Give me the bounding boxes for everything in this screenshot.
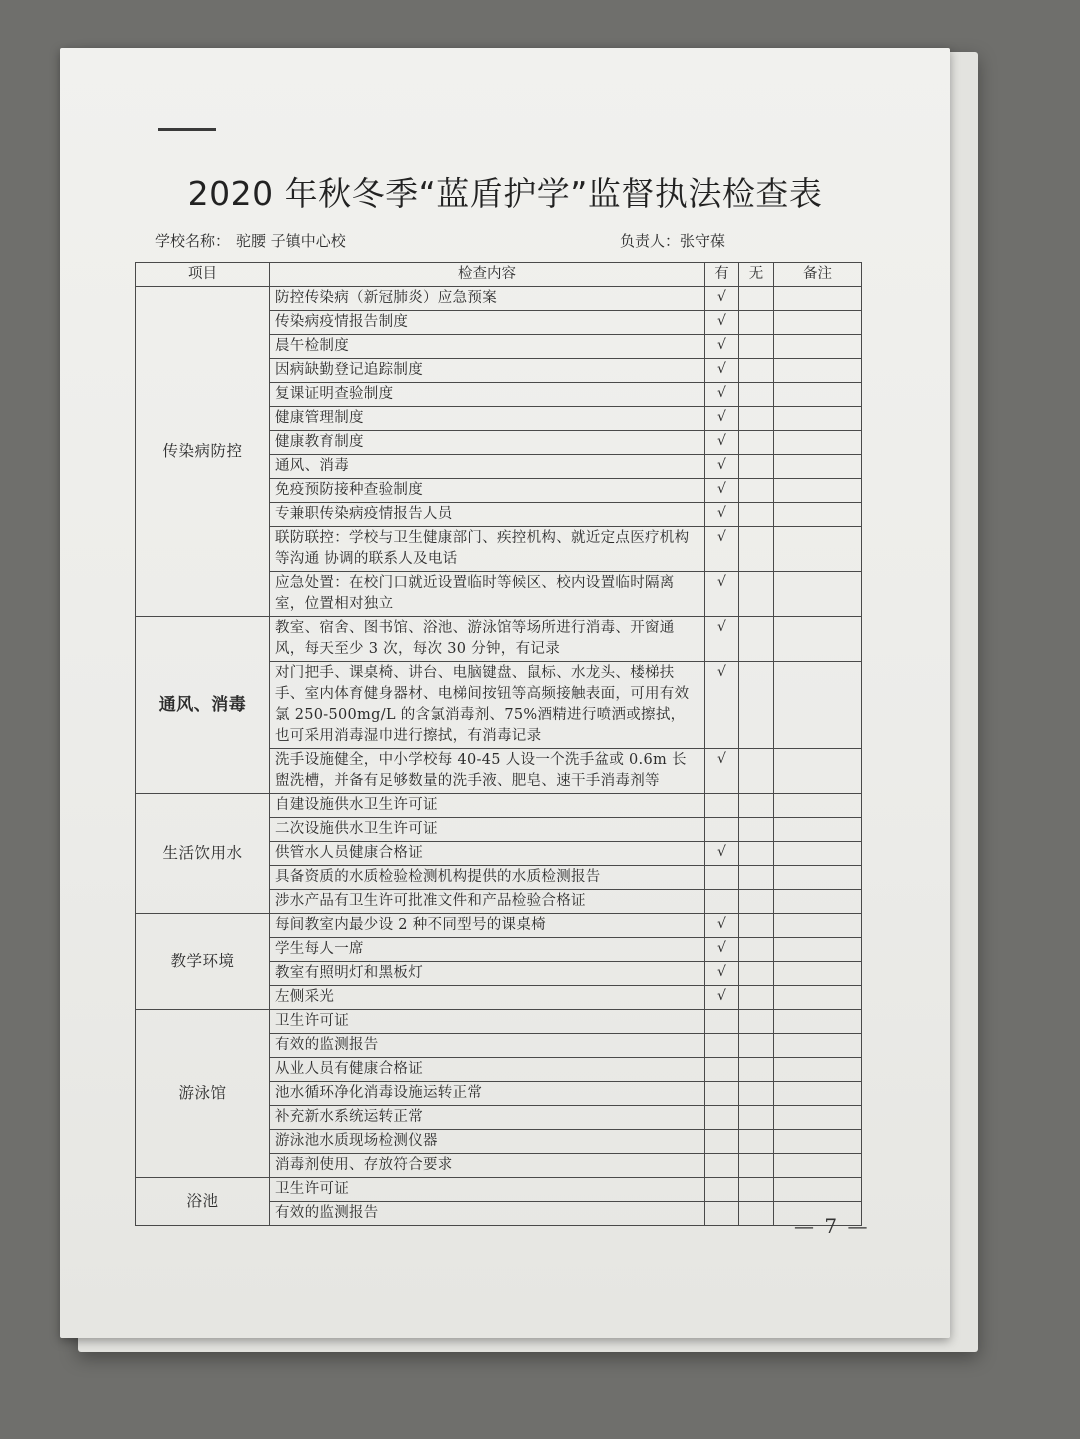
check-content-cell: 自建设施供水卫生许可证 <box>270 794 705 818</box>
header-content: 检查内容 <box>270 263 705 287</box>
note-cell <box>774 335 862 359</box>
check-content-cell: 卫生许可证 <box>270 1010 705 1034</box>
note-cell <box>774 1082 862 1106</box>
no-cell <box>739 407 774 431</box>
table-row <box>136 617 862 662</box>
no-cell <box>739 1010 774 1034</box>
no-cell <box>739 359 774 383</box>
yes-cell <box>705 890 739 914</box>
yes-cell: √ <box>705 662 739 749</box>
no-cell <box>739 1034 774 1058</box>
note-cell <box>774 818 862 842</box>
school-info <box>155 230 346 251</box>
check-content-cell: 健康教育制度 <box>270 431 705 455</box>
yes-cell: √ <box>705 749 739 794</box>
inspection-table <box>135 262 862 1226</box>
yes-cell: √ <box>705 527 739 572</box>
person-label: 负责人： <box>620 232 681 250</box>
check-content-cell: 有效的监测报告 <box>270 1202 705 1226</box>
note-cell <box>774 1178 862 1202</box>
yes-cell: √ <box>705 383 739 407</box>
note-cell <box>774 383 862 407</box>
no-cell <box>739 1130 774 1154</box>
no-cell <box>739 866 774 890</box>
no-cell <box>739 662 774 749</box>
note-cell <box>774 359 862 383</box>
check-content-cell: 消毒剂使用、存放符合要求 <box>270 1154 705 1178</box>
note-cell <box>774 914 862 938</box>
no-cell <box>739 335 774 359</box>
no-cell <box>739 503 774 527</box>
no-cell <box>739 938 774 962</box>
check-content-cell: 应急处置：在校门口就近设置临时等候区、校内设置临时隔离室，位置相对独立 <box>270 572 705 617</box>
person-info <box>620 230 725 251</box>
note-cell <box>774 1130 862 1154</box>
check-content-cell: 每间教室内最少设 2 种不同型号的课桌椅 <box>270 914 705 938</box>
yes-cell <box>705 1010 739 1034</box>
check-content-cell: 复课证明查验制度 <box>270 383 705 407</box>
check-content-cell: 健康管理制度 <box>270 407 705 431</box>
no-cell <box>739 455 774 479</box>
paper-sheet <box>60 48 950 1338</box>
note-cell <box>774 1106 862 1130</box>
yes-cell: √ <box>705 986 739 1010</box>
no-cell <box>739 914 774 938</box>
yes-cell <box>705 1034 739 1058</box>
yes-cell: √ <box>705 503 739 527</box>
check-content-cell: 左侧采光 <box>270 986 705 1010</box>
yes-cell: √ <box>705 914 739 938</box>
table-row <box>136 287 862 311</box>
check-content-cell: 有效的监测报告 <box>270 1034 705 1058</box>
check-content-cell: 池水循环净化消毒设施运转正常 <box>270 1082 705 1106</box>
check-content-cell: 具备资质的水质检验检测机构提供的水质检测报告 <box>270 866 705 890</box>
check-content-cell: 供管水人员健康合格证 <box>270 842 705 866</box>
note-cell <box>774 479 862 503</box>
note-cell <box>774 287 862 311</box>
yes-cell <box>705 818 739 842</box>
note-cell <box>774 527 862 572</box>
no-cell <box>739 1106 774 1130</box>
note-cell <box>774 794 862 818</box>
check-content-cell: 教室、宿舍、图书馆、浴池、游泳馆等场所进行消毒、开窗通风，每天至少 3 次，每次 30 分钟，有记录 <box>270 617 705 662</box>
note-cell <box>774 662 862 749</box>
category-cell: 游泳馆 <box>136 1010 270 1178</box>
no-cell <box>739 1178 774 1202</box>
header-item: 项目 <box>136 263 270 287</box>
no-cell <box>739 617 774 662</box>
no-cell <box>739 479 774 503</box>
category-cell: 传染病防控 <box>136 287 270 617</box>
document-title: 2020 年秋冬季“蓝盾护学”监督执法检查表 <box>187 174 823 213</box>
check-content-cell: 防控传染病（新冠肺炎）应急预案 <box>270 287 705 311</box>
category-cell: 浴池 <box>136 1178 270 1226</box>
yes-cell: √ <box>705 938 739 962</box>
header-no: 无 <box>739 263 774 287</box>
page-number: — 7 — <box>794 1214 870 1238</box>
no-cell <box>739 1058 774 1082</box>
check-content-cell: 补充新水系统运转正常 <box>270 1106 705 1130</box>
no-cell <box>739 383 774 407</box>
no-cell <box>739 431 774 455</box>
note-cell <box>774 938 862 962</box>
yes-cell <box>705 1154 739 1178</box>
yes-cell: √ <box>705 455 739 479</box>
note-cell <box>774 986 862 1010</box>
check-content-cell: 联防联控：学校与卫生健康部门、疾控机构、就近定点医疗机构等沟通 协调的联系人及电话 <box>270 527 705 572</box>
no-cell <box>739 1082 774 1106</box>
yes-cell: √ <box>705 962 739 986</box>
school-name: 驼腰 子镇中心校 <box>236 232 346 250</box>
yes-cell: √ <box>705 479 739 503</box>
check-content-cell: 二次设施供水卫生许可证 <box>270 818 705 842</box>
school-label: 学校名称： <box>155 232 231 250</box>
yes-cell <box>705 1082 739 1106</box>
no-cell <box>739 287 774 311</box>
note-cell <box>774 503 862 527</box>
header-yes: 有 <box>705 263 739 287</box>
yes-cell: √ <box>705 617 739 662</box>
table-header-row <box>136 263 862 287</box>
header-note: 备注 <box>774 263 862 287</box>
note-cell <box>774 1034 862 1058</box>
yes-cell <box>705 1130 739 1154</box>
note-cell <box>774 455 862 479</box>
check-content-cell: 传染病疫情报告制度 <box>270 311 705 335</box>
note-cell <box>774 407 862 431</box>
category-cell: 通风、消毒 <box>136 617 270 794</box>
check-content-cell: 洗手设施健全，中小学校每 40-45 人设一个洗手盆或 0.6m 长盥洗槽，并备有足够数量的洗手液、肥皂、速干手消毒剂等 <box>270 749 705 794</box>
check-content-cell: 晨午检制度 <box>270 335 705 359</box>
no-cell <box>739 572 774 617</box>
note-cell <box>774 1010 862 1034</box>
no-cell <box>739 1154 774 1178</box>
category-cell: 教学环境 <box>136 914 270 1010</box>
category-cell: 生活饮用水 <box>136 794 270 914</box>
header-rule <box>158 128 216 131</box>
person-name: 张守葆 <box>680 232 726 250</box>
no-cell <box>739 962 774 986</box>
no-cell <box>739 749 774 794</box>
note-cell <box>774 842 862 866</box>
no-cell <box>739 890 774 914</box>
table-row <box>136 794 862 818</box>
no-cell <box>739 794 774 818</box>
yes-cell: √ <box>705 431 739 455</box>
check-content-cell: 教室有照明灯和黑板灯 <box>270 962 705 986</box>
yes-cell: √ <box>705 572 739 617</box>
no-cell <box>739 311 774 335</box>
check-content-cell: 卫生许可证 <box>270 1178 705 1202</box>
yes-cell: √ <box>705 359 739 383</box>
check-content-cell: 学生每人一席 <box>270 938 705 962</box>
note-cell <box>774 572 862 617</box>
note-cell <box>774 311 862 335</box>
yes-cell <box>705 794 739 818</box>
no-cell <box>739 986 774 1010</box>
yes-cell: √ <box>705 407 739 431</box>
no-cell <box>739 842 774 866</box>
no-cell <box>739 1202 774 1226</box>
yes-cell <box>705 1058 739 1082</box>
table-row <box>136 1178 862 1202</box>
check-content-cell: 对门把手、课桌椅、讲台、电脑键盘、鼠标、水龙头、楼梯扶手、室内体育健身器材、电梯间按钮等高频接触表面，可用有效氯 250-500mg/L 的含氯消毒剂、75%酒精进行喷洒或擦拭，也可采用消毒湿巾进行擦拭，有消毒记录 <box>270 662 705 749</box>
note-cell <box>774 866 862 890</box>
yes-cell: √ <box>705 842 739 866</box>
no-cell <box>739 818 774 842</box>
note-cell <box>774 890 862 914</box>
yes-cell: √ <box>705 335 739 359</box>
check-content-cell: 通风、消毒 <box>270 455 705 479</box>
note-cell <box>774 617 862 662</box>
note-cell <box>774 962 862 986</box>
note-cell <box>774 431 862 455</box>
yes-cell <box>705 1202 739 1226</box>
yes-cell <box>705 866 739 890</box>
check-content-cell: 涉水产品有卫生许可批准文件和产品检验合格证 <box>270 890 705 914</box>
note-cell <box>774 1154 862 1178</box>
table-body <box>136 287 862 1226</box>
check-content-cell: 游泳池水质现场检测仪器 <box>270 1130 705 1154</box>
yes-cell <box>705 1106 739 1130</box>
check-content-cell: 免疫预防接种查验制度 <box>270 479 705 503</box>
note-cell <box>774 749 862 794</box>
note-cell <box>774 1058 862 1082</box>
check-content-cell: 因病缺勤登记追踪制度 <box>270 359 705 383</box>
yes-cell: √ <box>705 287 739 311</box>
table-row <box>136 1010 862 1034</box>
no-cell <box>739 527 774 572</box>
check-content-cell: 专兼职传染病疫情报告人员 <box>270 503 705 527</box>
table-row <box>136 914 862 938</box>
yes-cell: √ <box>705 311 739 335</box>
check-content-cell: 从业人员有健康合格证 <box>270 1058 705 1082</box>
yes-cell <box>705 1178 739 1202</box>
